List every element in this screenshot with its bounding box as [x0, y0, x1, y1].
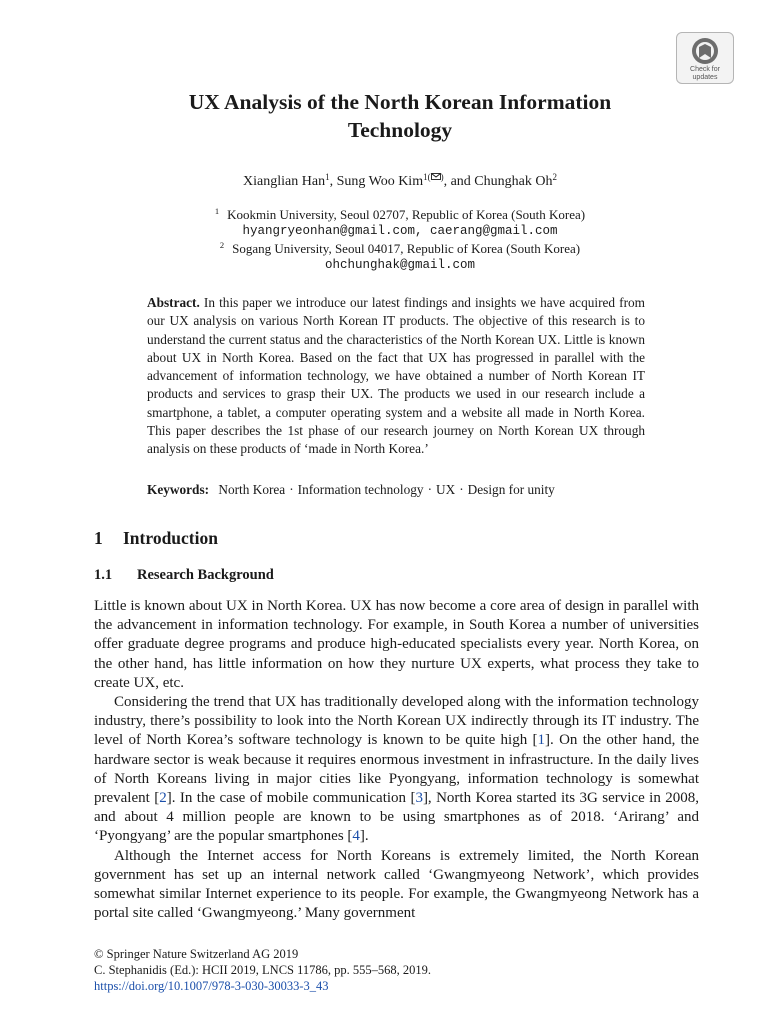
check-for-updates-badge[interactable] — [676, 32, 734, 84]
abstract-label: Abstract. — [147, 295, 200, 310]
author-separator: , — [329, 174, 337, 189]
affiliation-text: Kookmin University, Seoul 02707, Republic of Korea (South Korea) — [227, 207, 586, 222]
paragraph: Although the Internet access for North Koreans is extremely limited, the North Korean government has set up an internal network called ‘Gwangmyeong Network’, which provides somewhat similar Internet experience to its people. For example, the Gwangmyeong Network has a portal site called ‘Gwangmyeong.’ Many government — [94, 847, 699, 922]
keyword: Information technology — [297, 482, 424, 497]
citation-line: C. Stephanidis (Ed.): HCII 2019, LNCS 11786, pp. 555–568, 2019. — [94, 963, 432, 977]
section-heading — [94, 528, 218, 549]
title-line-1: UX Analysis of the North Korean Information — [188, 90, 612, 114]
doi-link[interactable]: https://doi.org/10.1007/978-3-030-30033-3_43 — [94, 979, 329, 993]
citation-link[interactable]: 4 — [352, 828, 360, 845]
author-separator: , and — [443, 174, 475, 189]
abstract-text: In this paper we introduce our latest findings and insights we have acquired from our UX analysis on various North Korean IT products. The objective of this research is to understand the current status and the characteristics of the North Korean UX. Little is known about UX in North Korea. Based on the fact that UX has progressed in parallel with the advancement of information technology, we have obtained a number of North Korean IT products and services to grasp their UX. The products we used in our research include a smartphone, a tablet, a computer operating system and a website all made in North Korea. This paper describes the 1st phase of our research journey on North Korean UX through analysis on these products of ‘made in North Korea.’ — [147, 295, 645, 457]
citation-link[interactable]: 3 — [415, 790, 423, 807]
footer — [94, 946, 431, 994]
subsection-number: 1.1 — [94, 567, 113, 583]
email-addresses[interactable]: ohchunghak@gmail.com — [324, 258, 476, 272]
crossmark-icon — [690, 36, 720, 66]
keywords — [147, 481, 645, 499]
keyword: North Korea — [218, 482, 286, 497]
abstract — [147, 294, 645, 459]
badge-label — [690, 66, 720, 82]
keyword: Design for unity — [467, 482, 555, 497]
author-list — [80, 172, 720, 192]
paragraph: Little is known about UX in North Korea. UX has now become a core area of design in parallel with the advancement in information technology. For example, in South Korea a number of universities offer graduate degree programs and produce high-educated specialists every year. North Korea, on the other hand, has little information on how they nurture UX experts, what process they take to create UX, etc. — [94, 598, 699, 691]
affiliation-2 — [80, 240, 720, 257]
author-name: Chunghak Oh — [474, 174, 553, 189]
copyright-notice: © Springer Nature Switzerland AG 2019 — [94, 947, 299, 961]
affiliation-number: 2 — [219, 240, 225, 250]
citation-link[interactable]: 1 — [537, 732, 546, 749]
envelope-icon[interactable] — [431, 173, 441, 180]
paragraph: Considering the trend that UX has traditionally developed along with the information technology industry, there’s possibility to look into the North Korean UX indirectly through its IT industry. The level of North Korea’s software technology is known to be quite high [1]. On the other hand, the hardware sector is weak because it requires enormous investment in infrastructure. In the daily lives of North Koreans living in major cities like Pyongyang, information technology is somewhat prevalent [2]. In the case of mobile communication [3], North Korea started its 3G service in 2008, and about 4 million people are known to be using smartphones as of 2018. ‘Arirang’ and ‘Pyongyang’ are the popular smartphones [4]. — [94, 694, 699, 845]
author-affiliation-mark: 2 — [552, 172, 557, 182]
keywords-label: Keywords: — [147, 482, 210, 497]
citation-link[interactable]: 2 — [159, 790, 167, 807]
keyword: UX — [436, 482, 456, 497]
affiliation-number: 1 — [214, 206, 220, 216]
body-text — [94, 597, 699, 923]
email-addresses[interactable]: hyangryeonhan@gmail.com, caerang@gmail.com — [242, 224, 558, 238]
section-title: Introduction — [123, 528, 218, 548]
affiliation-2-emails[interactable] — [80, 257, 720, 274]
paper-title — [80, 88, 720, 144]
title-line-2: Technology — [347, 118, 453, 142]
keyword-separator: · — [427, 482, 433, 497]
affiliation-1-emails[interactable] — [80, 223, 720, 240]
affiliation-text: Sogang University, Seoul 04017, Republic of Korea (South Korea) — [232, 241, 581, 256]
keyword-separator: · — [459, 482, 464, 497]
badge-line-1: Check for — [690, 66, 720, 73]
section-number: 1 — [94, 528, 103, 548]
author-name: Xianglian Han — [243, 174, 326, 189]
keyword-separator: · — [289, 482, 294, 497]
subsection-title: Research Background — [137, 567, 274, 583]
badge-line-2: updates — [692, 74, 718, 81]
author-name: Sung Woo Kim — [336, 174, 424, 189]
author-affiliation-mark: 1( ) — [423, 172, 444, 182]
subsection-heading — [94, 567, 274, 584]
affiliation-1 — [80, 206, 720, 223]
author-affiliation-mark: 1 — [325, 172, 330, 182]
